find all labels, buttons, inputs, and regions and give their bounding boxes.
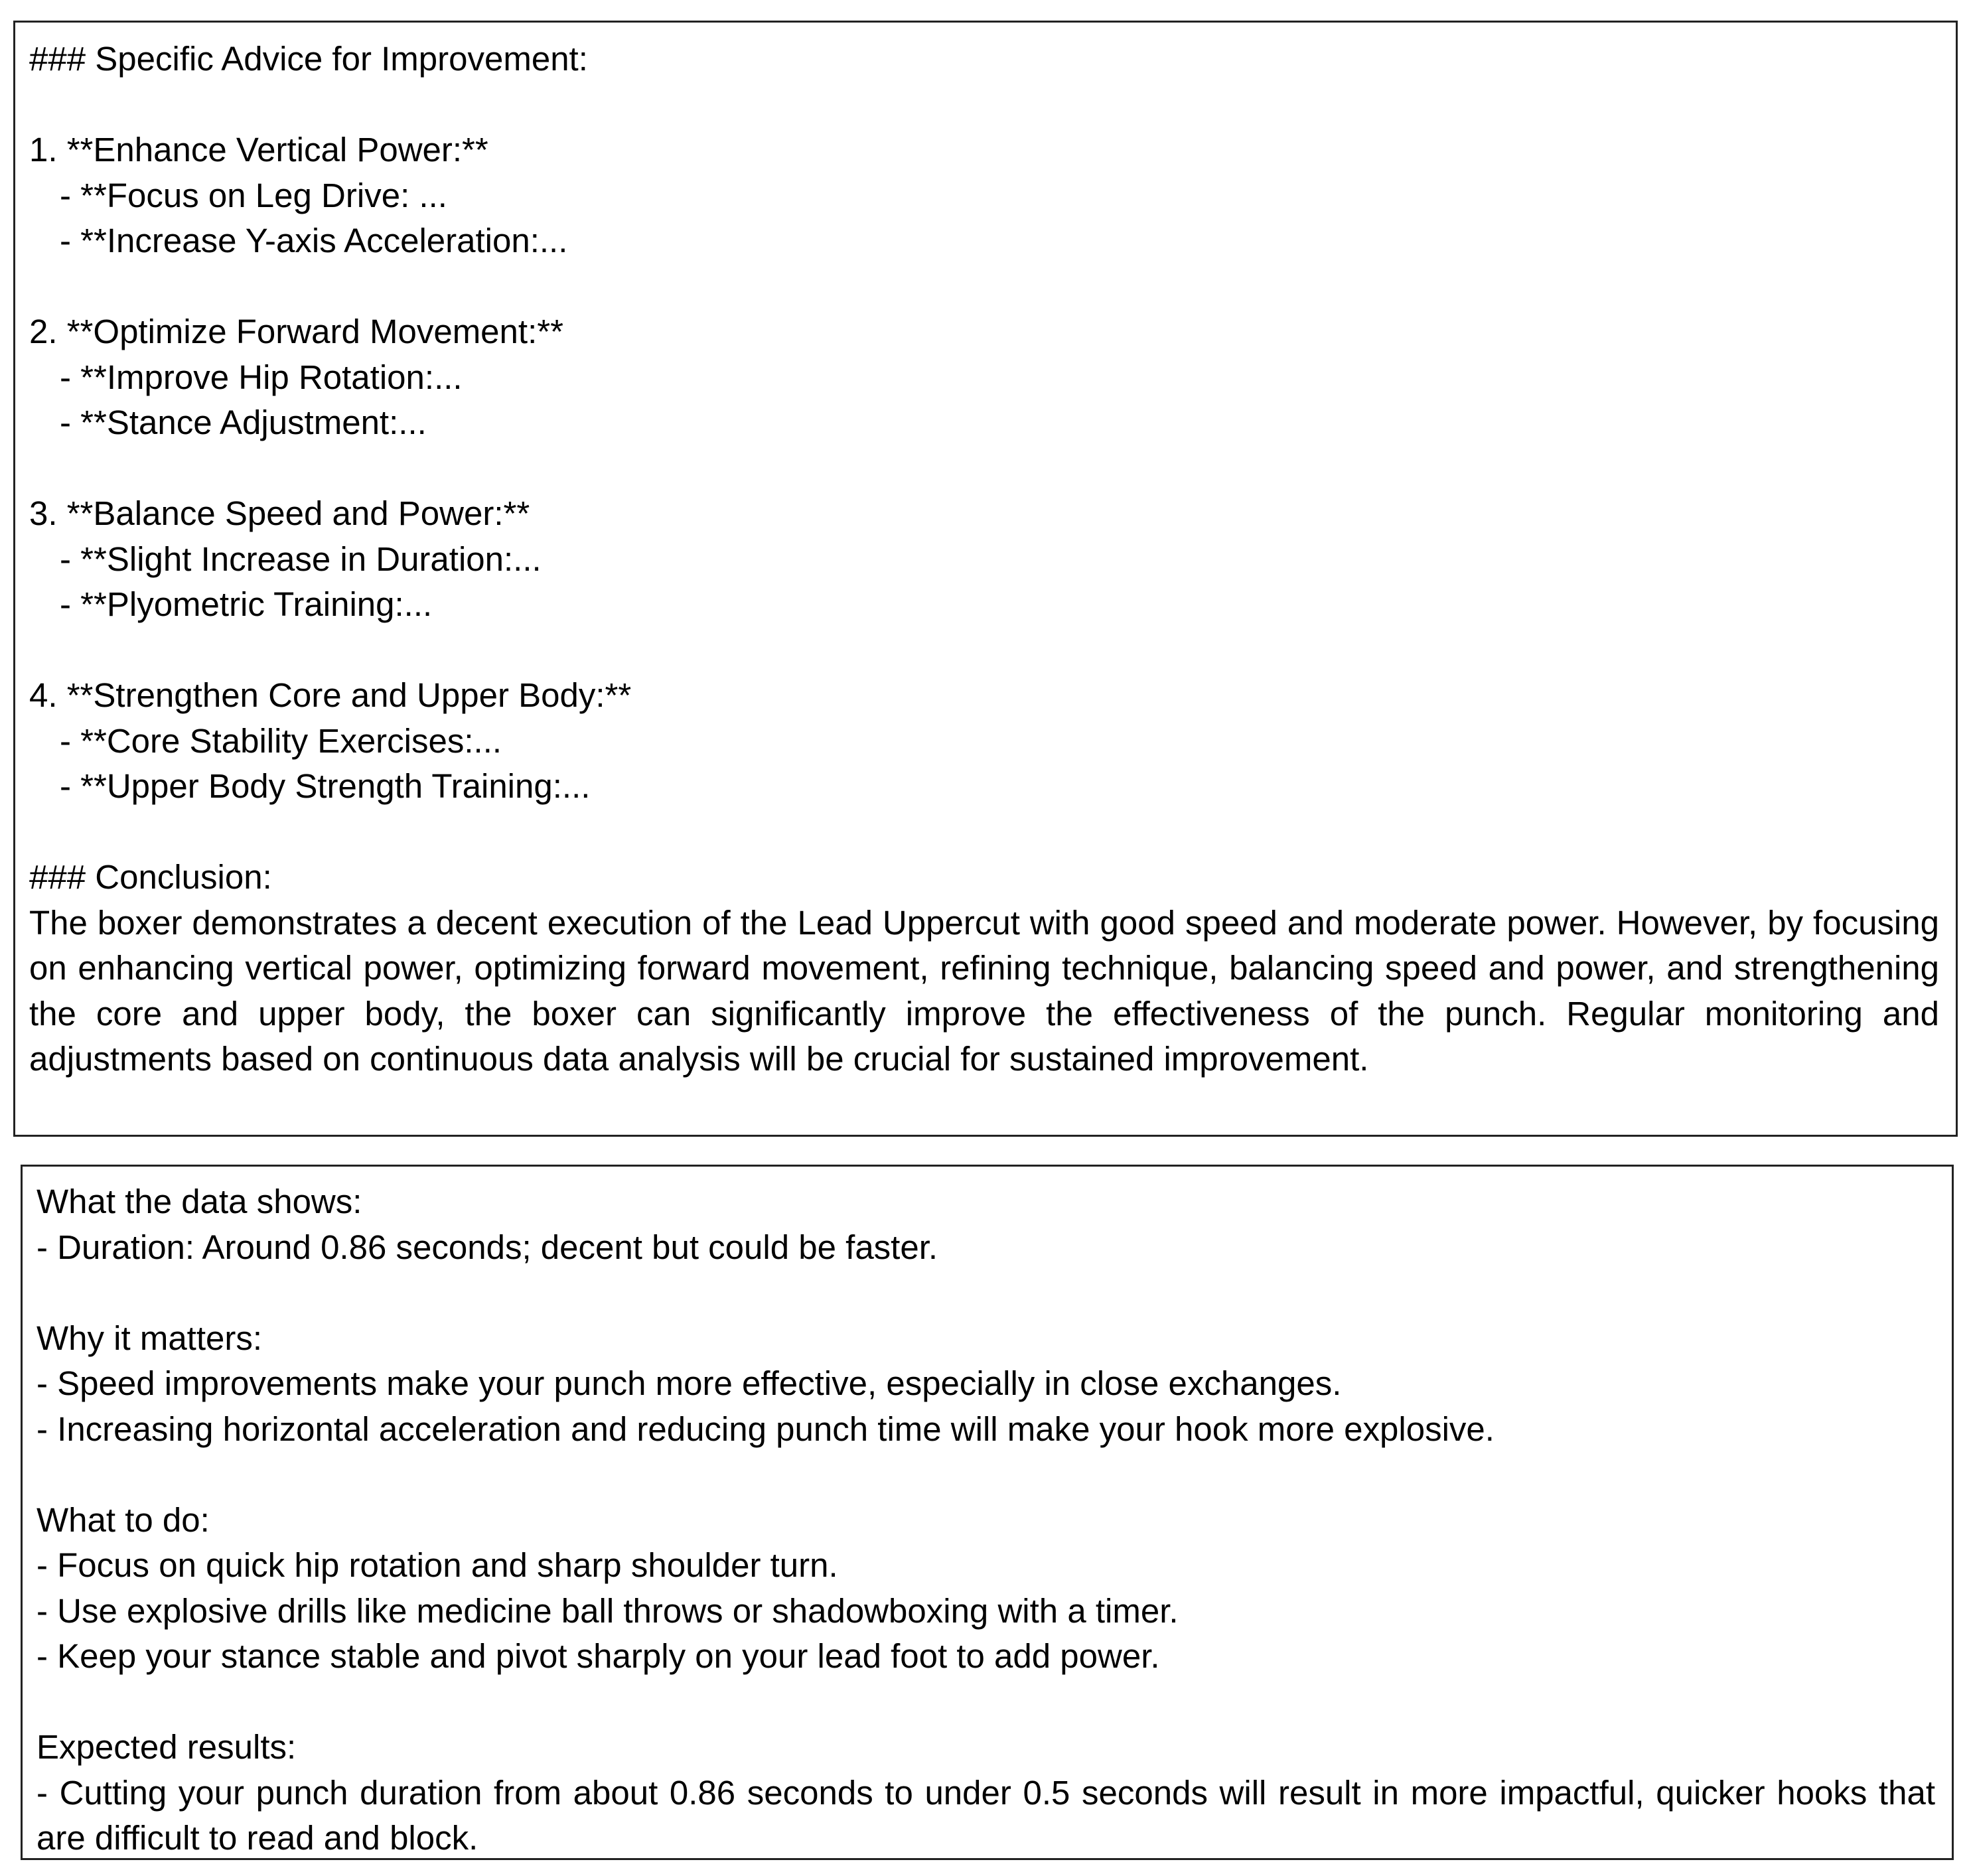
advice-item-sub: - **Increase Y-axis Acceleration:...	[60, 222, 568, 259]
data-line: - Duration: Around 0.86 seconds; decent but could be faster.	[36, 1228, 938, 1266]
spacer	[29, 810, 1942, 855]
spacer	[29, 82, 1942, 128]
data-heading: What the data shows:	[36, 1183, 362, 1220]
todo-line: - Keep your stance stable and pivot sharply on your lead foot to add power.	[36, 1637, 1160, 1675]
advice-item-sub: - **Focus on Leg Drive: ...	[60, 176, 447, 214]
advice-item-title: 4. **Strengthen Core and Upper Body:**	[29, 676, 632, 714]
matters-line: - Speed improvements make your punch more effective, especially in close exchanges.	[36, 1364, 1342, 1402]
advice-item-sub: - **Core Stability Exercises:...	[60, 721, 502, 760]
results-text: - Cutting your punch duration from about 0.86 seconds to under 0.5 seconds will result in more impactful, quicker hooks that are difficult to read and block.	[36, 1773, 1935, 1857]
advice-item-sub: - **Upper Body Strength Training:...	[60, 767, 591, 805]
conclusion-heading: ### Conclusion:	[29, 858, 272, 896]
summary-panel	[21, 1165, 1954, 1860]
spacer	[29, 628, 1942, 674]
matters-heading: Why it matters:	[36, 1319, 263, 1357]
spacer	[29, 264, 1942, 310]
advice-item-sub: - **Plyometric Training:...	[60, 585, 433, 623]
spacer	[36, 1452, 1938, 1498]
advice-item-sub: - **Slight Increase in Duration:...	[60, 540, 542, 578]
advice-item-sub: - **Stance Adjustment:...	[60, 403, 427, 441]
advice-heading: ### Specific Advice for Improvement:	[29, 40, 588, 78]
advice-item-title: 3. **Balance Speed and Power:**	[29, 494, 530, 532]
advice-panel	[13, 21, 1958, 1137]
matters-line: - Increasing horizontal acceleration and reducing punch time will make your hook more explosive.	[36, 1409, 1495, 1448]
todo-heading: What to do:	[36, 1500, 210, 1539]
conclusion-text: The boxer demonstrates a decent execution of the Lead Uppercut with good speed and moderate power. However, by focusing on enhancing vertical power, optimizing forward movement, refining technique, balancing speed and power, and strengthening the core and upper body, the boxer can significantly improve the effectiveness of the punch. Regular monitoring and adjustments based on continuous data analysis will be crucial for sustained improvement.	[29, 903, 1939, 1078]
spacer	[36, 1270, 1938, 1316]
results-heading: Expected results:	[36, 1728, 297, 1766]
advice-item-title: 1. **Enhance Vertical Power:**	[29, 131, 488, 169]
spacer	[36, 1680, 1938, 1725]
todo-line: - Focus on quick hip rotation and sharp shoulder turn.	[36, 1546, 838, 1584]
todo-line: - Use explosive drills like medicine ball throws or shadowboxing with a timer.	[36, 1591, 1179, 1630]
advice-item-title: 2. **Optimize Forward Movement:**	[29, 313, 563, 350]
advice-item-sub: - **Improve Hip Rotation:...	[60, 358, 463, 396]
spacer	[29, 446, 1942, 492]
